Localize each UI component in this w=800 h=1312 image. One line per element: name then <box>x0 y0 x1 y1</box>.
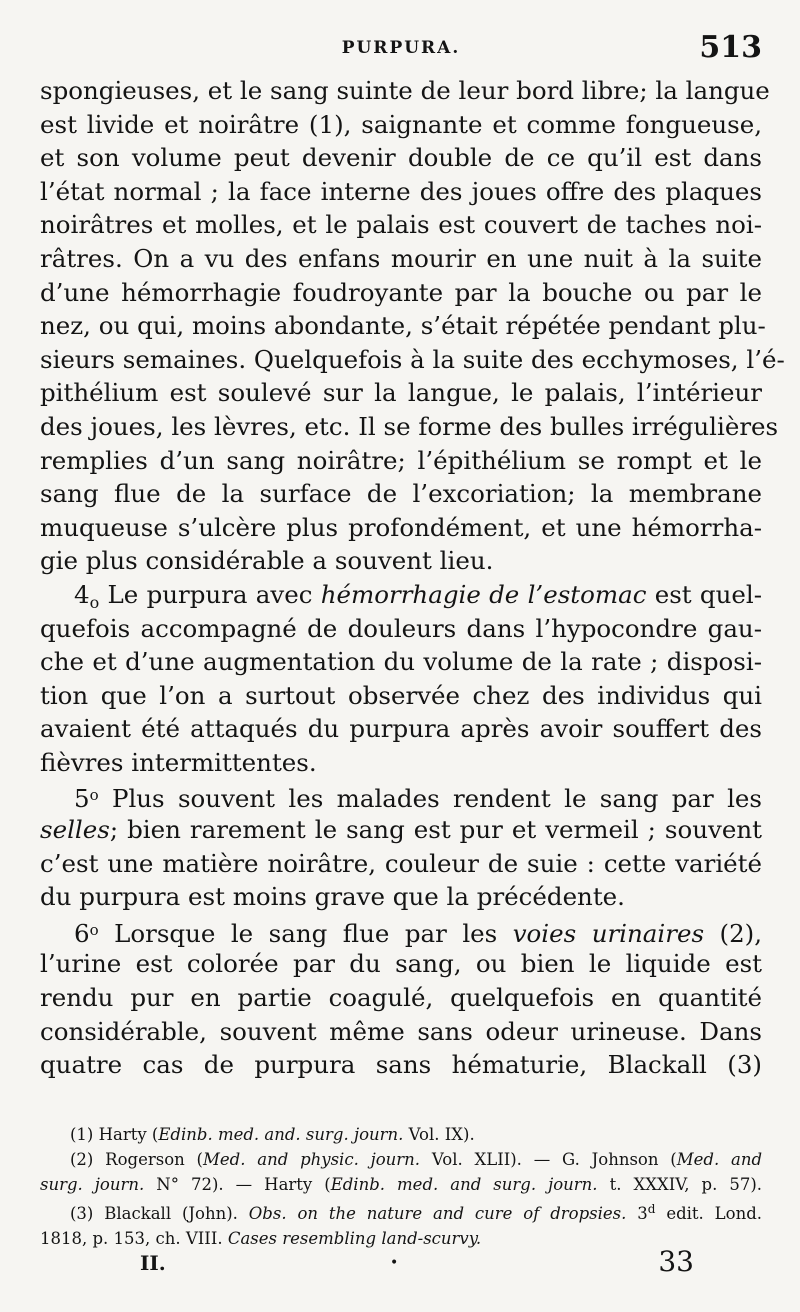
footnotes <box>40 1122 762 1251</box>
page-number: 513 <box>699 30 762 65</box>
text-line: considérable, souvent même sans odeur urineuse. Dans <box>40 1016 762 1046</box>
ordinal-marker: o <box>89 920 99 939</box>
text-run: Lorsque le sang flue par les <box>98 918 513 948</box>
text-run: t. XXXIV, p. 57). <box>597 1175 763 1194</box>
gathering-number: 33 <box>658 1245 694 1278</box>
paragraph-4-first-line <box>40 578 762 612</box>
text-line: remplies d’un sang noirâtre; l’épithélium se rompt et le <box>40 445 762 475</box>
text-line: et son volume peut devenir double de ce qu’il est dans <box>40 143 762 173</box>
text-line: râtres. On a vu des enfans mourir en une nuit à la suite <box>40 243 762 273</box>
footnote-1 <box>40 1122 762 1147</box>
italic-run: Med. and physic. journ. <box>203 1150 421 1169</box>
body-text <box>40 74 785 1082</box>
text-run: ; bien rarement le sang est pur et vermeil ; souvent <box>109 815 762 845</box>
text-run: Plus souvent les malades rendent le sang par les <box>98 784 762 814</box>
italic-run: selles <box>40 815 110 845</box>
running-head <box>40 28 762 68</box>
signature-mark: II. <box>140 1251 166 1275</box>
italic-run: surg. journ. <box>40 1175 145 1194</box>
italic-run: Med. and <box>676 1150 763 1169</box>
superscript: d <box>647 1202 656 1216</box>
dot-mark: • <box>390 1255 399 1271</box>
text-line: gie plus considérable a souvent lieu. <box>40 546 494 576</box>
text-run: (2), <box>704 918 762 948</box>
paragraph-6-first-line <box>40 914 762 948</box>
text-line <box>40 813 762 847</box>
footnote-3 <box>40 1197 762 1226</box>
paragraph-number: 4 <box>74 579 90 609</box>
text-run: edit. Lond. <box>655 1204 762 1223</box>
text-line: nez, ou qui, moins abondante, s’était répétée pendant plu- <box>40 311 766 341</box>
text-line: quefois accompagné de douleurs dans l’hypocondre gau- <box>40 613 762 643</box>
text-line: noirâtres et molles, et le palais est couvert de taches noi- <box>40 210 762 240</box>
text-line: sang flue de la surface de l’excoriation; la membrane <box>40 479 762 509</box>
text-line: pithélium est soulevé sur la langue, le palais, l’intérieur <box>40 378 762 408</box>
text-run: Le purpura avec <box>99 579 321 609</box>
signature-line <box>40 1243 762 1283</box>
italic-run: hémorrhagie de l’estomac <box>320 579 647 609</box>
italic-run: Edinb. med. and. surg. journ. <box>158 1125 404 1144</box>
paragraph-number: 6 <box>74 918 90 948</box>
text-line: spongieuses, et le sang suinte de leur bord libre; la langue <box>40 76 770 105</box>
text-line: tion que l’on a surtout observée chez des individus qui <box>40 680 762 710</box>
text-line: c’est une matière noirâtre, couleur de suie : cette variété <box>40 848 762 878</box>
paragraph-number: 5 <box>74 784 90 814</box>
text-run: Vol. IX). <box>403 1125 475 1144</box>
text-run: Vol. XLII). — G. Johnson ( <box>420 1150 677 1169</box>
footnote-2-continued <box>40 1172 762 1197</box>
text-run: (2) Rogerson ( <box>70 1150 203 1169</box>
italic-run: voies urinaires <box>512 918 705 948</box>
italic-run: Obs. on the nature and cure of dropsies. <box>248 1204 627 1223</box>
text-line: est livide et noirâtre (1), saignante et comme fongueuse, <box>40 109 762 139</box>
text-line: rendu pur en partie coagulé, quelquefois en quantité <box>40 983 762 1013</box>
text-line: che et d’une augmentation du volume de la rate ; disposi- <box>40 647 762 677</box>
text-line: sieurs semaines. Quelquefois à la suite des ecchymoses, l’é- <box>40 344 785 374</box>
italic-run: Cases resembling land-scurvy. <box>227 1229 482 1248</box>
text-run: (3) Blackall (John). <box>70 1204 249 1223</box>
text-run: N° 72). — Harty ( <box>144 1175 331 1194</box>
text-line: muqueuse s’ulcère plus profondément, et une hémorrha- <box>40 512 762 542</box>
text-line: quatre cas de purpura sans hématurie, Blackall (3) <box>40 1050 762 1080</box>
ordinal-marker: o <box>89 786 99 805</box>
text-line: des joues, les lèvres, etc. Il se forme des bulles irrégulières <box>40 411 779 441</box>
paragraph-5-first-line <box>40 779 762 813</box>
text-line: avaient été attaqués du purpura après avoir souffert des <box>40 714 762 744</box>
text-line: du purpura est moins grave que la précédente. <box>40 882 625 912</box>
italic-run: Edinb. med. and surg. journ. <box>330 1175 598 1194</box>
running-title: PURPURA. <box>341 38 461 58</box>
text-run: 3 <box>626 1204 648 1223</box>
text-run: est quel- <box>646 579 762 609</box>
text-line: l’urine est colorée par du sang, ou bien le liquide est <box>40 949 762 979</box>
text-line: d’une hémorrhagie foudroyante par la bouche ou par le <box>40 277 762 307</box>
text-line: l’état normal ; la face interne des joues offre des plaques <box>40 176 762 206</box>
footnote-2 <box>40 1147 762 1172</box>
text-run: 1818, p. 153, ch. VIII. <box>40 1229 228 1248</box>
ordinal-marker: o <box>89 592 100 612</box>
text-run: (1) Harty ( <box>70 1125 159 1144</box>
text-line: fièvres intermittentes. <box>40 747 317 777</box>
